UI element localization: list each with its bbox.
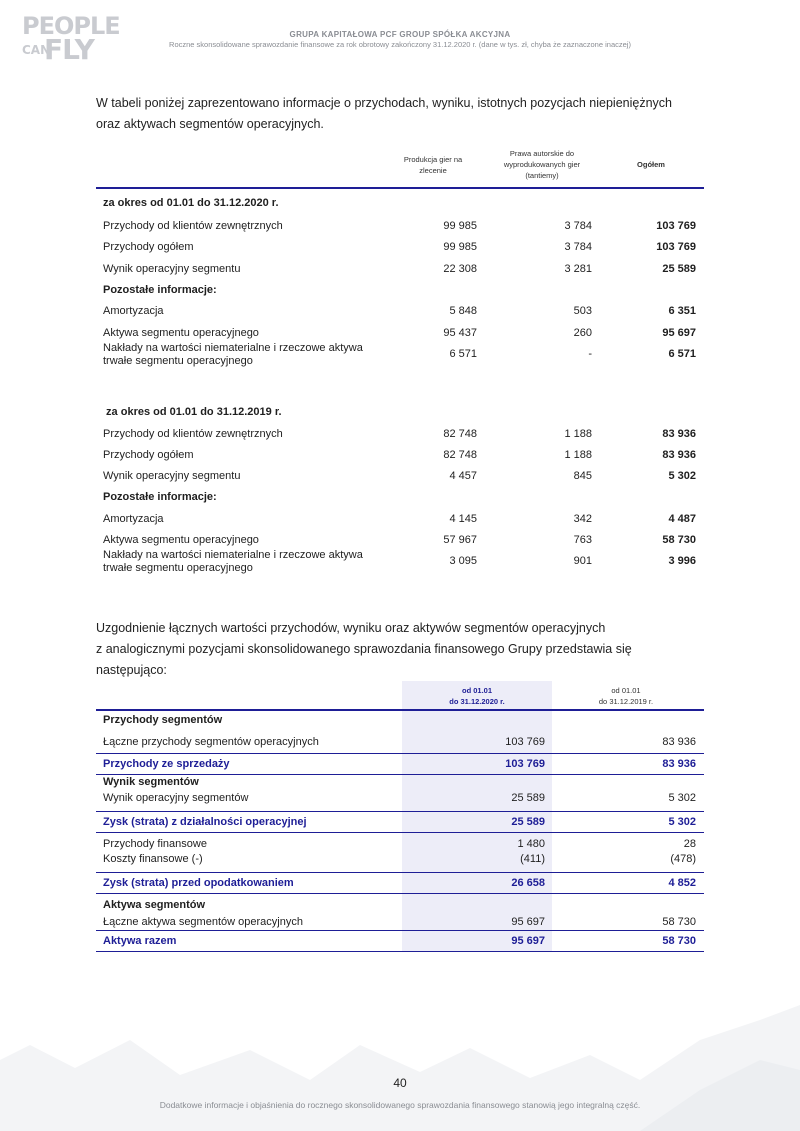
recon-col-2020-line1: od 01.01 bbox=[461, 686, 492, 695]
row-label: za okres od 01.01 do 31.12.2020 r. bbox=[103, 197, 279, 209]
value-total: 83 936 bbox=[662, 449, 696, 461]
page-number: 40 bbox=[393, 1076, 407, 1090]
col-header-royalties-line3: (tantiemy) bbox=[525, 171, 559, 180]
value-2020: 103 769 bbox=[505, 758, 545, 770]
value-production: 3 095 bbox=[449, 555, 477, 567]
value-2019: 5 302 bbox=[668, 792, 696, 804]
row-label: Pozostałe informacje: bbox=[103, 284, 217, 296]
value-2019: 28 bbox=[683, 838, 696, 850]
total-rule-top bbox=[96, 811, 704, 812]
row-label bbox=[103, 342, 363, 368]
row-label: Pozostałe informacje: bbox=[103, 491, 217, 503]
company-logo bbox=[22, 12, 120, 74]
row-label: Przychody finansowe bbox=[103, 838, 207, 850]
recon-col-2019-line1: od 01.01 bbox=[611, 686, 641, 695]
logo-text-can: CAN bbox=[22, 43, 51, 57]
row-label: Przychody ogółem bbox=[103, 241, 194, 253]
col-header-production-line2: zlecenie bbox=[419, 166, 447, 175]
total-rule-top bbox=[96, 872, 704, 873]
value-royalties: 1 188 bbox=[564, 428, 592, 440]
value-total: 25 589 bbox=[662, 263, 696, 275]
value-2019: 58 730 bbox=[662, 935, 696, 947]
row-label: Wynik operacyjny segmentów bbox=[103, 792, 249, 804]
value-royalties: 763 bbox=[573, 534, 592, 546]
recon-header-rule bbox=[96, 709, 704, 711]
row-label: za okres od 01.01 do 31.12.2019 r. bbox=[103, 406, 282, 418]
total-rule-bottom bbox=[96, 951, 704, 952]
row-label: Przychody ze sprzedaży bbox=[103, 758, 230, 770]
total-rule-top bbox=[96, 753, 704, 754]
value-production: 82 748 bbox=[443, 428, 477, 440]
col-header-royalties-line1: Prawa autorskie do bbox=[509, 149, 575, 158]
logo-text-fly: FLY bbox=[44, 33, 94, 66]
value-production: 4 145 bbox=[449, 513, 477, 525]
value-production: 99 985 bbox=[443, 241, 477, 253]
intro-paragraph bbox=[96, 93, 705, 135]
value-2020: 25 589 bbox=[511, 792, 545, 804]
recon-col-2020-line2: do 31.12.2020 r. bbox=[449, 697, 505, 706]
row-label-line1: Nakłady na wartości niematerialne i rzeczowe aktywa bbox=[103, 342, 363, 354]
col-header-production-line1: Produkcja gier na bbox=[403, 155, 463, 164]
intro-line-1: W tabeli poniżej zaprezentowano informacje o przychodach, wyniku, istotnych pozycjach niepieniężnych bbox=[96, 96, 673, 110]
reconciliation-paragraph bbox=[96, 618, 705, 681]
row-label: Wynik operacyjny segmentu bbox=[103, 470, 241, 482]
value-2019: 58 730 bbox=[662, 916, 696, 928]
value-2019: 83 936 bbox=[662, 758, 696, 770]
row-label bbox=[103, 549, 363, 575]
mountain-background bbox=[0, 1000, 800, 1131]
value-royalties: 845 bbox=[573, 470, 592, 482]
col-header-production bbox=[388, 154, 478, 176]
value-2020: 26 658 bbox=[511, 877, 545, 889]
value-total: 103 769 bbox=[656, 220, 696, 232]
value-2020: 95 697 bbox=[511, 916, 545, 928]
header-company: GRUPA KAPITAŁOWA PCF GROUP SPÓŁKA AKCYJNA bbox=[289, 30, 511, 39]
value-royalties: - bbox=[588, 348, 592, 360]
value-total: 6 351 bbox=[668, 305, 696, 317]
value-production: 6 571 bbox=[449, 348, 477, 360]
logo-text-people: PEOPLE bbox=[22, 12, 120, 40]
total-rule-bottom bbox=[96, 893, 704, 894]
value-total: 58 730 bbox=[662, 534, 696, 546]
recon-col-header-2019 bbox=[556, 685, 696, 707]
row-label: Przychody od klientów zewnętrznych bbox=[103, 220, 283, 232]
footer-note: Dodatkowe informacje i objaśnienia do rocznego skonsolidowanego sprawozdania finansowego stanowią jego integralną część. bbox=[159, 1100, 641, 1110]
header-rule bbox=[96, 187, 704, 189]
row-label-line2: trwałe segmentu operacyjnego bbox=[103, 562, 253, 574]
value-2019: 4 852 bbox=[668, 877, 696, 889]
row-label: Przychody od klientów zewnętrznych bbox=[103, 428, 283, 440]
value-production: 5 848 bbox=[449, 305, 477, 317]
row-label: Amortyzacja bbox=[103, 513, 164, 525]
row-label: Zysk (strata) przed opodatkowaniem bbox=[103, 877, 294, 889]
col-header-royalties-line2: wyprodukowanych gier bbox=[503, 160, 581, 169]
value-production: 95 437 bbox=[443, 327, 477, 339]
value-production: 4 457 bbox=[449, 470, 477, 482]
value-royalties: 901 bbox=[573, 555, 592, 567]
value-total: 3 996 bbox=[668, 555, 696, 567]
value-royalties: 342 bbox=[573, 513, 592, 525]
value-royalties: 260 bbox=[573, 327, 592, 339]
recon-col-header-2020 bbox=[402, 685, 552, 707]
row-label: Aktywa segmentu operacyjnego bbox=[103, 327, 259, 339]
value-total: 103 769 bbox=[656, 241, 696, 253]
recon-col-2019-line2: do 31.12.2019 r. bbox=[598, 697, 654, 706]
row-label: Łączne przychody segmentów operacyjnych bbox=[103, 736, 319, 748]
value-total: 95 697 bbox=[662, 327, 696, 339]
value-royalties: 3 281 bbox=[564, 263, 592, 275]
value-2020: 1 480 bbox=[517, 838, 545, 850]
value-royalties: 1 188 bbox=[564, 449, 592, 461]
value-2020: 25 589 bbox=[511, 816, 545, 828]
row-label-line1: Nakłady na wartości niematerialne i rzeczowe aktywa bbox=[103, 549, 363, 561]
recon-line-1: Uzgodnienie łącznych wartości przychodów, wyniku oraz aktywów segmentów operacyjnych bbox=[96, 621, 606, 635]
value-royalties: 503 bbox=[573, 305, 592, 317]
row-label: Łączne aktywa segmentów operacyjnych bbox=[103, 916, 303, 928]
value-2020: 95 697 bbox=[511, 935, 545, 947]
value-2019: 83 936 bbox=[662, 736, 696, 748]
row-label: Przychody ogółem bbox=[103, 449, 194, 461]
row-label-line2: trwałe segmentu operacyjnego bbox=[103, 355, 253, 367]
value-2020: 103 769 bbox=[505, 736, 545, 748]
value-royalties: 3 784 bbox=[564, 220, 592, 232]
row-label: Koszty finansowe (-) bbox=[103, 853, 203, 865]
value-royalties: 3 784 bbox=[564, 241, 592, 253]
value-total: 4 487 bbox=[668, 513, 696, 525]
row-label: Wynik operacyjny segmentu bbox=[103, 263, 241, 275]
value-production: 57 967 bbox=[443, 534, 477, 546]
value-production: 99 985 bbox=[443, 220, 477, 232]
row-label: Aktywa razem bbox=[103, 935, 177, 947]
row-label: Wynik segmentów bbox=[103, 776, 199, 788]
total-rule-bottom bbox=[96, 832, 704, 833]
row-label: Zysk (strata) z działalności operacyjnej bbox=[103, 816, 307, 828]
row-label: Aktywa segmentów bbox=[103, 899, 206, 911]
value-total: 5 302 bbox=[668, 470, 696, 482]
row-label: Amortyzacja bbox=[103, 305, 164, 317]
value-total: 83 936 bbox=[662, 428, 696, 440]
value-2019: (478) bbox=[670, 853, 696, 865]
value-total: 6 571 bbox=[668, 348, 696, 360]
recon-line-3: następująco: bbox=[96, 663, 167, 677]
value-2019: 5 302 bbox=[668, 816, 696, 828]
recon-line-2: z analogicznymi pozycjami skonsolidowanego sprawozdania finansowego Grupy przedstawia się bbox=[96, 642, 632, 656]
value-production: 82 748 bbox=[443, 449, 477, 461]
header-subtitle: Roczne skonsolidowane sprawozdanie finansowe za rok obrotowy zakończony 31.12.2020 r. (dane w tys. zł, chyba że zaznaczone inaczej) bbox=[169, 40, 631, 49]
total-rule-top bbox=[96, 930, 704, 931]
value-2020: (411) bbox=[520, 853, 545, 865]
total-rule-bottom bbox=[96, 774, 704, 775]
row-label: Przychody segmentów bbox=[103, 714, 223, 726]
intro-line-2: oraz aktywach segmentów operacyjnych. bbox=[96, 117, 324, 131]
col-header-total: Ogółem bbox=[637, 160, 665, 169]
row-label: Aktywa segmentu operacyjnego bbox=[103, 534, 259, 546]
col-header-royalties bbox=[492, 148, 592, 181]
value-production: 22 308 bbox=[443, 263, 477, 275]
